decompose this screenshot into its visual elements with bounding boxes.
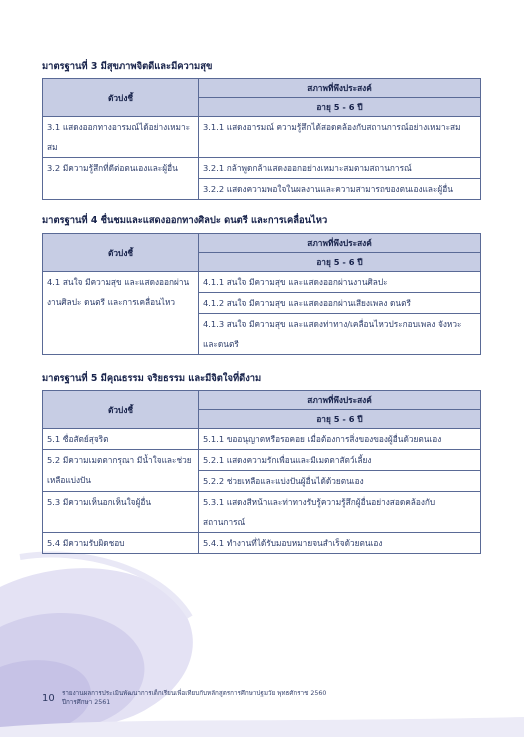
- desired-cell: 5.3.1 แสดงสีหน้าและท่าทางรับรู้ความรู้สึกผู้อื่นอย่างสอดคล้องกับสถานการณ์: [199, 492, 481, 533]
- indicator-cell: 5.2 มีความเมตตากรุณา มีน้ำใจและช่วยเหลือแบ่งปัน: [43, 450, 199, 492]
- standard-3-title: มาตรฐานที่ 3 มีสุขภาพจิตดีและมีความสุข: [42, 61, 213, 72]
- desired-cell: 5.1.1 ขออนุญาตหรือรอคอย เมื่อต้องการสิ่งของของผู้อื่นด้วยตนเอง: [199, 429, 481, 450]
- desired-header: สภาพที่พึงประสงค์: [199, 234, 481, 253]
- desired-header: สภาพที่พึงประสงค์: [199, 391, 481, 410]
- indicator-cell: 5.4 มีความรับผิดชอบ: [43, 533, 199, 554]
- footer-line-2: ปีการศึกษา 2561: [62, 699, 111, 706]
- desired-cell: 4.1.1 สนใจ มีความสุข และแสดงออกผ่านงานศิลปะ: [199, 272, 481, 293]
- indicator-cell: 3.1 แสดงออกทางอารมณ์ได้อย่างเหมาะสม: [43, 117, 199, 158]
- age-header: อายุ 5 - 6 ปี: [199, 253, 481, 272]
- standard-4-title: มาตรฐานที่ 4 ชื่นชมและแสดงออกทางศิลปะ ดนตรี และการเคลื่อนไหว: [42, 215, 328, 226]
- desired-cell: 3.1.1 แสดงอารมณ์ ความรู้สึกได้สอดคล้องกับสถานการณ์อย่างเหมาะสม: [199, 117, 481, 158]
- standard-5-title: มาตรฐานที่ 5 มีคุณธรรม จริยธรรม และมีจิตใจที่ดีงาม: [42, 373, 262, 384]
- desired-cell: 4.1.3 สนใจ มีความสุข และแสดงท่าทาง/เคลื่อนไหวประกอบเพลง จังหวะและดนตรี: [199, 314, 481, 355]
- age-header: อายุ 5 - 6 ปี: [199, 410, 481, 429]
- footer-caption: [62, 689, 326, 707]
- standard-4-table: [42, 233, 481, 355]
- indicator-cell: 3.2 มีความรู้สึกที่ดีต่อตนเองและผู้อื่น: [43, 158, 199, 200]
- desired-cell: 4.1.2 สนใจ มีความสุข และแสดงออกผ่านเสียงเพลง ดนตรี: [199, 293, 481, 314]
- age-header: อายุ 5 - 6 ปี: [199, 98, 481, 117]
- indicator-cell: 5.1 ซื่อสัตย์สุจริต: [43, 429, 199, 450]
- desired-cell: 5.2.2 ช่วยเหลือและแบ่งปันผู้อื่นได้ด้วยตนเอง: [199, 471, 481, 492]
- indicator-cell: 5.3 มีความเห็นอกเห็นใจผู้อื่น: [43, 492, 199, 533]
- desired-cell: 3.2.2 แสดงความพอใจในผลงานและความสามารถของตนเองและผู้อื่น: [199, 179, 481, 200]
- desired-cell: 5.4.1 ทำงานที่ได้รับมอบหมายจนสำเร็จด้วยตนเอง: [199, 533, 481, 554]
- indicator-header: ตัวบ่งชี้: [43, 391, 199, 429]
- footer-line-1: รายงานผลการประเมินพัฒนาการเด็กเรียนเพื่อเทียบกับหลักสูตรการศึกษาปฐมวัย พุทธศักราช 2560: [62, 690, 327, 697]
- desired-cell: 3.2.1 กล้าพูดกล้าแสดงออกอย่างเหมาะสมตามสถานการณ์: [199, 158, 481, 179]
- page-number: 10: [42, 693, 55, 704]
- standard-3-table: [42, 78, 481, 200]
- desired-cell: 5.2.1 แสดงความรักเพื่อนและมีเมตตาสัตว์เลี้ยง: [199, 450, 481, 471]
- indicator-cell: 4.1 สนใจ มีความสุข และแสดงออกผ่านงานศิลปะ ดนตรี และการเคลื่อนไหว: [43, 272, 199, 355]
- desired-header: สภาพที่พึงประสงค์: [199, 79, 481, 98]
- indicator-header: ตัวบ่งชี้: [43, 234, 199, 272]
- standard-5-table: [42, 390, 481, 554]
- indicator-header: ตัวบ่งชี้: [43, 79, 199, 117]
